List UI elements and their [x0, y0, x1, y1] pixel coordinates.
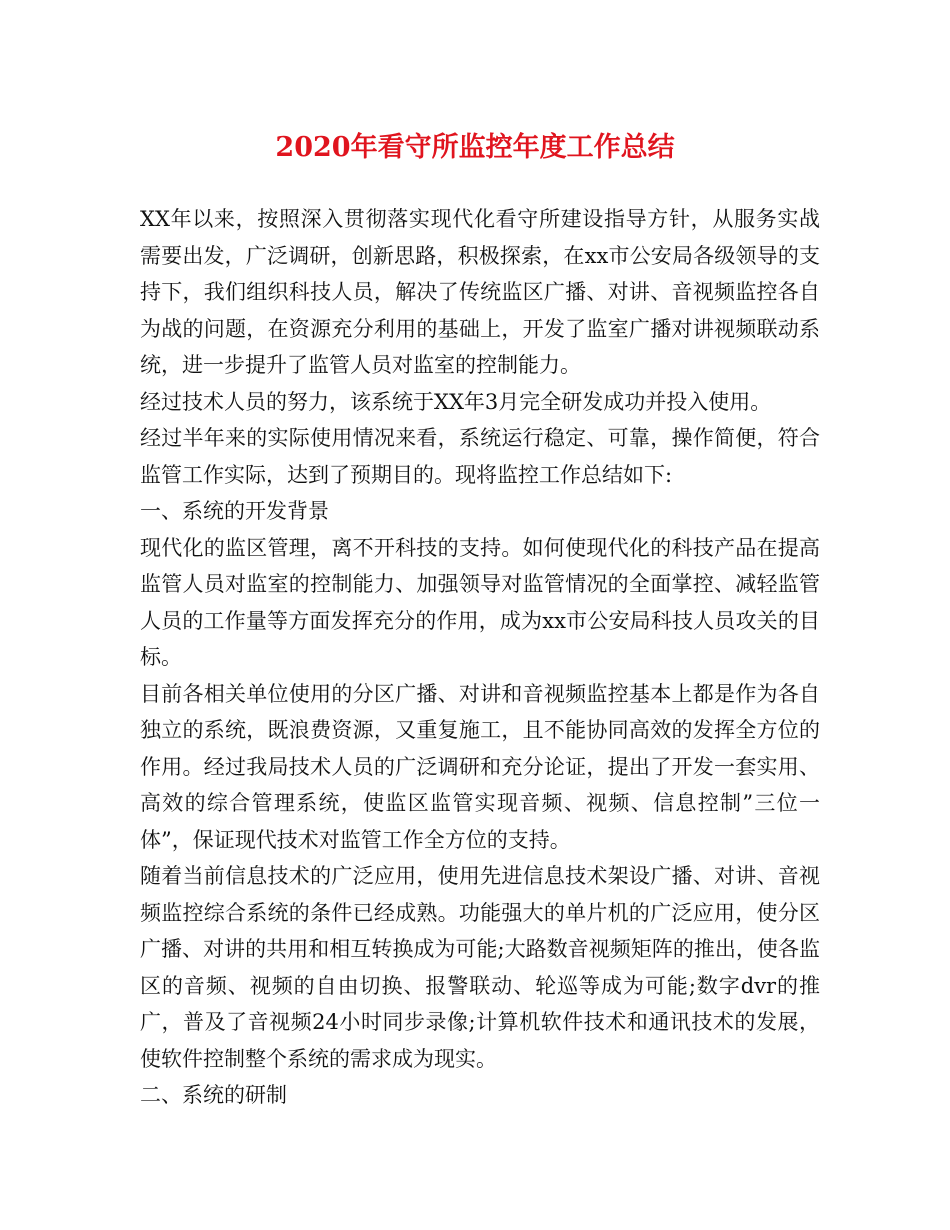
paragraph-completion: 经过技术人员的努力，该系统于XX年3月完全研发成功并投入使用。 [140, 389, 772, 414]
paragraph-background-1: 现代化的监区管理，离不开科技的支持。如何使现代化的科技产品在提高监管人员对监室的控制能力、加强领导对监管情况的全面掌控、减轻监管人员的工作量等方面发挥充分的作用，成为xx市公安局科技人员攻关的目标。 [140, 535, 820, 669]
paragraph-background-2: 目前各相关单位使用的分区广播、对讲和音视频监控基本上都是作为各自独立的系统，既浪费资源，又重复施工，且不能协同高效的发挥全方位的作用。经过我局技术人员的广泛调研和充分论证，提出了开发一套实用、高效的综合管理系统，使监区监管实现音频、视频、信息控制”三位一体”，保证现代技术对监管工作全方位的支持。 [140, 681, 820, 852]
section-heading-background: 一、系统的开发背景 [140, 499, 329, 523]
section-heading-development: 二、系统的研制 [140, 1083, 287, 1107]
paragraph-intro: XX年以来，按照深入贯彻落实现代化看守所建设指导方针，从服务实战需要出发，广泛调研，创新思路，积极探索，在xx市公安局各级领导的支持下，我们组织科技人员，解决了传统监区广播、对讲、音视频监控各自为战的问题，在资源充分利用的基础上，开发了监室广播对讲视频联动系统，进一步提升了监管人员对监室的控制能力。 [140, 207, 820, 377]
paragraph-background-3: 随着当前信息技术的广泛应用，使用先进信息技术架设广播、对讲、音视频监控综合系统的条件已经成熟。功能强大的单片机的广泛应用，使分区广播、对讲的共用和相互转换成为可能;大路数音视频矩阵的推出，使各监区的音频、视频的自由切换、报警联动、轮巡等成为可能;数字dvr的推广，普及了音视频24小时同步录像;计算机软件技术和通讯技术的发展，使软件控制整个系统的需求成为现实。 [140, 864, 820, 1071]
document-title: 2020年看守所监控年度工作总结 [275, 132, 675, 163]
document-body [140, 201, 820, 1114]
paragraph-results: 经过半年来的实际使用情况来看，系统运行稳定、可靠，操作简便，符合监管工作实际，达到了预期目的。现将监控工作总结如下: [140, 426, 820, 487]
